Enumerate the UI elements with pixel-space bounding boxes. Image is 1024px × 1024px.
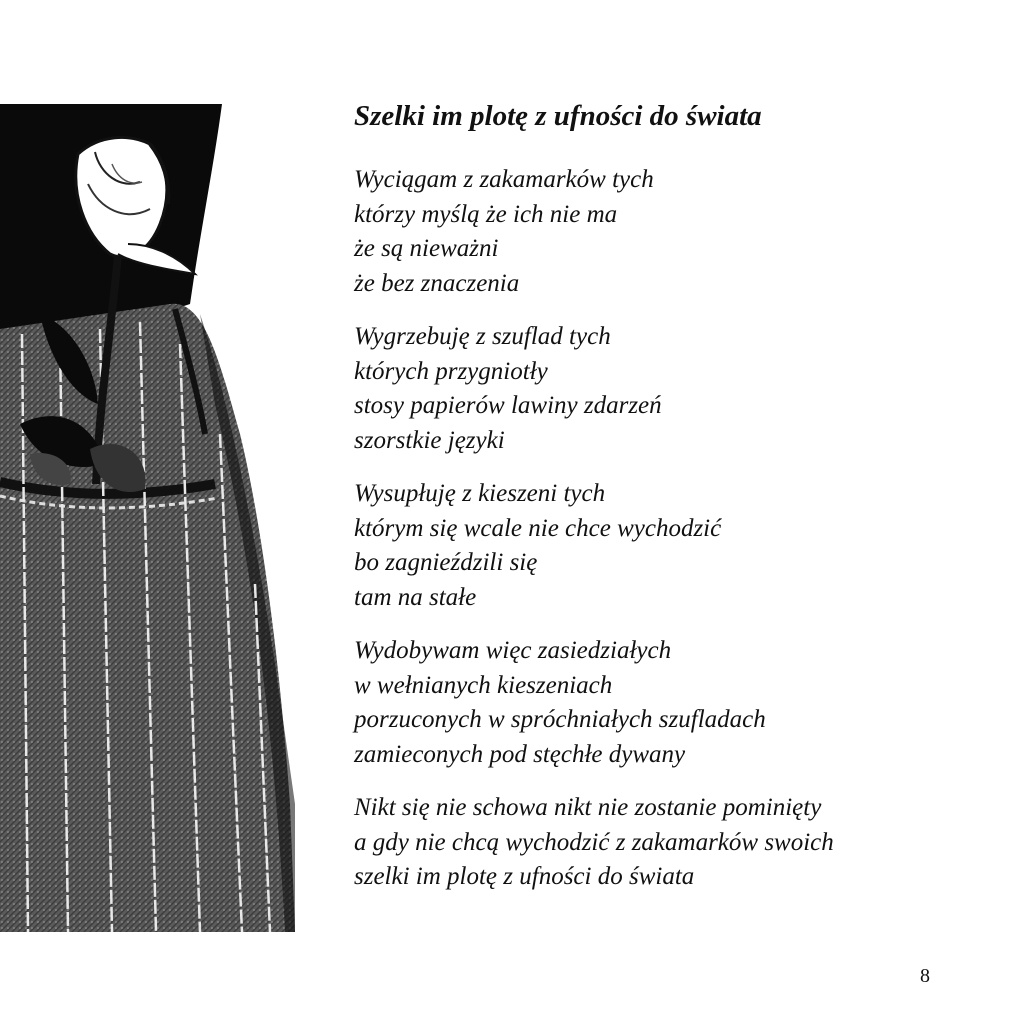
- page-number: 8: [920, 965, 930, 987]
- poem-line: którym się wcale nie chce wychodzić: [354, 514, 722, 542]
- stanza: [354, 163, 994, 301]
- poem-line: szelki im plotę z ufności do świata: [354, 863, 695, 890]
- poem-line: zamieconych pod stęchłe dywany: [354, 740, 686, 768]
- poem-line: bo zagnieździli się: [354, 549, 538, 576]
- poem-line: Wysupłuję z kieszeni tych: [354, 480, 606, 507]
- stanza: [354, 477, 994, 615]
- poem: [354, 96, 994, 914]
- poem-line: szorstkie języki: [354, 426, 505, 454]
- poem-line: Wyciągam z zakamarków tych: [354, 166, 654, 193]
- poem-line: stosy papierów lawiny zdarzeń: [354, 392, 662, 419]
- poem-line: których przygniotły: [354, 357, 548, 385]
- poem-stanzas: [354, 163, 994, 895]
- poem-line: a gdy nie chcą wychodzić z zakamarków swoich: [354, 828, 834, 856]
- poem-line: Nikt się nie schowa nikt nie zostanie pominięty: [354, 794, 822, 821]
- poem-line: Wygrzebuję z szuflad tych: [354, 323, 611, 350]
- poem-line: że są nieważni: [354, 235, 499, 262]
- poem-line: porzuconych w spróchniałych szufladach: [354, 706, 766, 733]
- poem-title: Szelki im plotę z ufności do świata: [354, 100, 762, 132]
- stanza: [354, 634, 994, 772]
- poem-line: w wełnianych kieszeniach: [354, 671, 613, 699]
- poem-line: tam na stałe: [354, 583, 477, 611]
- rose-in-pocket-picture: [0, 104, 295, 932]
- poem-line: Wydobywam więc zasiedziałych: [354, 637, 672, 664]
- rose-in-pocket-illustration: [0, 104, 295, 932]
- poem-line: którzy myślą że ich nie ma: [354, 200, 618, 228]
- poem-line: że bez znaczenia: [354, 269, 520, 297]
- stanza: [354, 320, 994, 458]
- stanza: [354, 791, 994, 895]
